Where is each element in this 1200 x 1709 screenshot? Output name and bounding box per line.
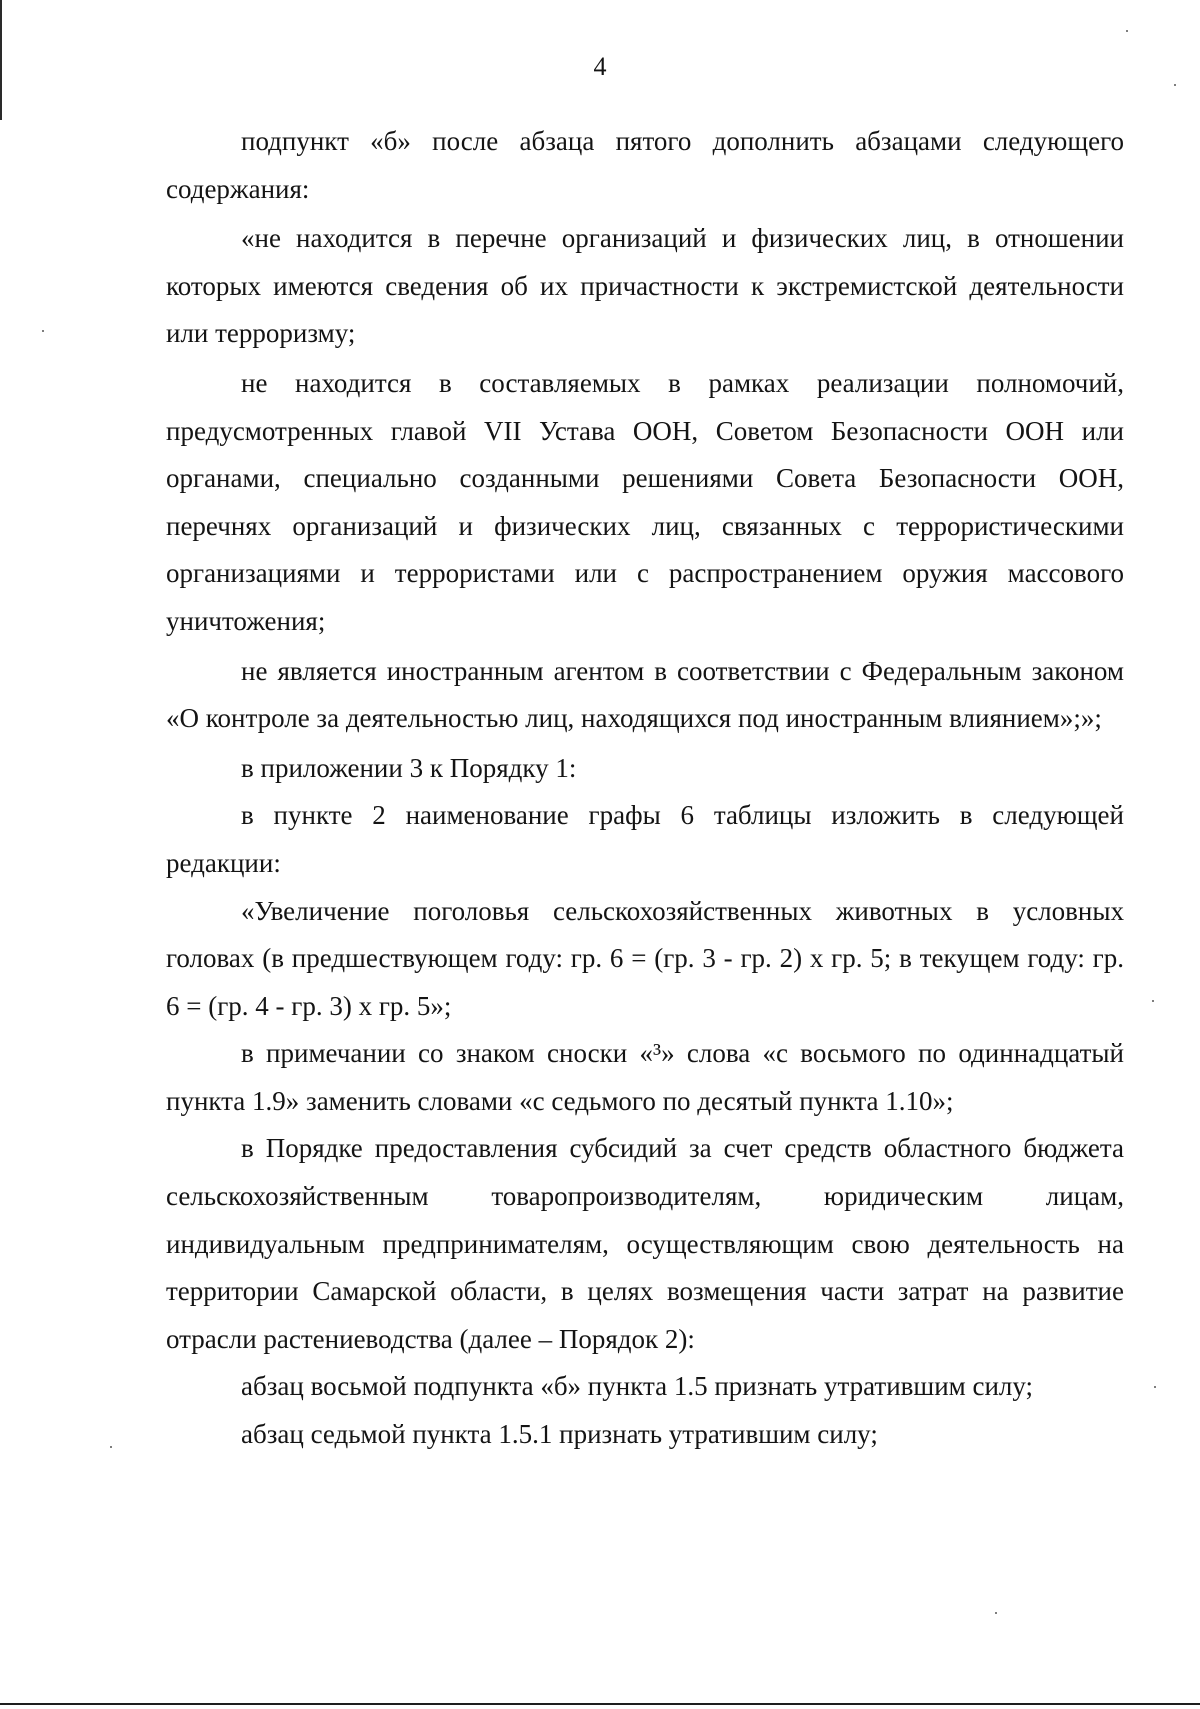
paragraph-8: в примечании со знаком сноски «³» слова «с восьмого по одиннадцатый пункта 1.9» заменить словами «с седьмого по десятый пункта 1.10»; <box>166 1038 1124 1116</box>
paragraph-9: в Порядке предоставления субсидий за счет средств областного бюджета сельскохозяйственным товаропроизводителям, юридическим лицам, индивидуальным предпринимателям, осуществляющим свою деятельность на территории Самарской области, в целях возмещения части затрат на развитие отрасли растениеводства (далее – Порядок 2): <box>166 1133 1124 1354</box>
scan-speck <box>1126 30 1128 32</box>
scan-speck <box>110 1446 112 1448</box>
paragraph-2: «не находится в перечне организаций и физических лиц, в отношении которых имеются сведения об их причастности к экстремистской деятельности или терроризму; <box>166 223 1124 349</box>
scan-speck <box>1174 84 1176 86</box>
scan-bottom-edge <box>0 1703 1200 1705</box>
paragraph-6: в пункте 2 наименование графы 6 таблицы изложить в следующей редакции: <box>166 800 1124 878</box>
scan-speck <box>1152 1000 1154 1002</box>
document-body <box>166 118 1124 1459</box>
paragraph-7: «Увеличение поголовья сельскохозяйственных животных в условных головах (в предшествующем году: гр. 6 = (гр. 3 - гр. 2) х гр. 5; в текущем году: гр. 6 = (гр. 4 - гр. 3) х гр. 5»; <box>166 895 1124 1021</box>
paragraph-3: не находится в составляемых в рамках реализации полномочий, предусмотренных главой VII Устава ООН, Советом Безопасности ООН или органами, специально созданными решениями Совета Безопасности ООН, перечнях организаций и физических лиц, связанных с террористическими организациями и террористами или с распространением оружия массового уничтожения; <box>166 367 1124 636</box>
scan-speck <box>1154 1386 1156 1388</box>
scan-speck <box>995 1612 997 1614</box>
page-number: 4 <box>593 52 607 81</box>
paragraph-11: абзац седьмой пункта 1.5.1 признать утратившим силу; <box>241 1419 878 1450</box>
scan-speck <box>42 330 44 332</box>
paragraph-5: в приложении 3 к Порядку 1: <box>241 752 577 783</box>
paragraph-10: абзац восьмой подпункта «б» пункта 1.5 признать утратившим силу; <box>241 1371 1034 1402</box>
paragraph-4: не является иностранным агентом в соответствии с Федеральным законом «О контроле за деятельностью лиц, находящихся под иностранным влиянием»;»; <box>166 655 1124 734</box>
paragraph-1: подпункт «б» после абзаца пятого дополнить абзацами следующего содержания: <box>166 126 1124 204</box>
